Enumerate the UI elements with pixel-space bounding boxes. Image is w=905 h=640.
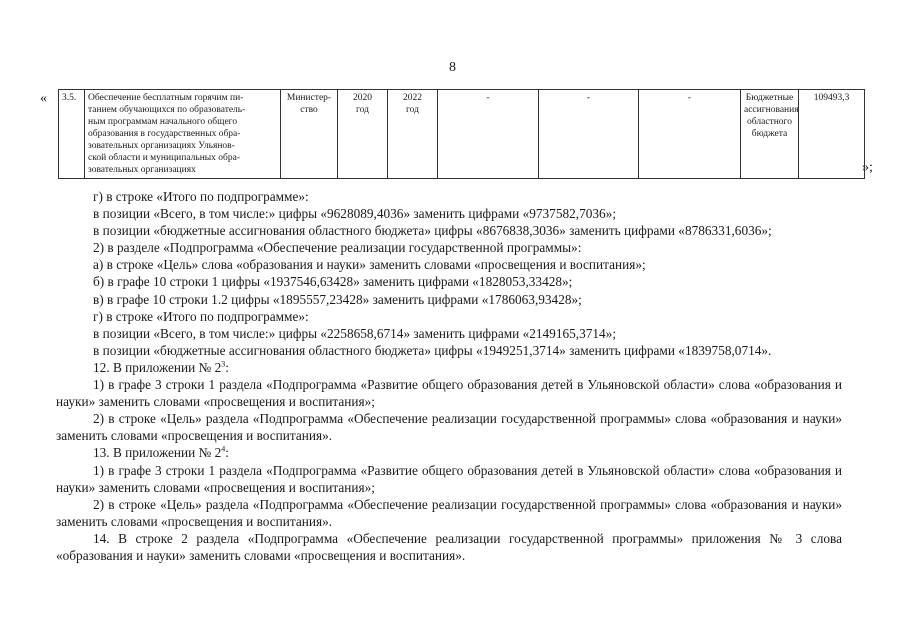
paragraph: 2) в строке «Цель» раздела «Подпрограмма «Обеспечение реализации государственной программы» слова «образования и науки» заменить словами «просвещения и воспитания». (56, 496, 842, 529)
row-number: 3.5. (59, 90, 85, 179)
paragraph-suffix: : (225, 445, 229, 461)
paragraph (56, 444, 842, 461)
paragraph: 14. В строке 2 раздела «Подпрограмма «Обеспечение реализации государственной программы» приложения № 3 слова «образования и науки» заменить словами «просвещения и воспитания». (56, 530, 842, 563)
dash-cell: - (639, 90, 741, 179)
funding-source-line: ассигнования (744, 105, 799, 115)
superscript: 4 (221, 444, 226, 454)
activity-name-line: зовательных организациях (88, 165, 196, 175)
paragraph-text: 12. В приложении № 2 (93, 359, 222, 375)
activity-name-line: зовательных организациях Ульянов- (88, 141, 235, 151)
superscript: 3 (221, 359, 226, 369)
end-year (388, 90, 438, 179)
paragraph: в позиции «Всего, в том числе:» цифры «2258658,6714» заменить цифрами «2149165,3714»; (93, 325, 617, 341)
activity-name-line: Обеспечение бесплатным горячим пи- (88, 93, 244, 103)
paragraph: в позиции «бюджетные ассигнования областного бюджета» цифры «1949251,3714» заменить цифрами «1839758,0714». (93, 342, 772, 358)
activity-name-line: танием обучающихся по образователь- (88, 105, 246, 115)
dash-cell: - (438, 90, 539, 179)
end-year-line: год (406, 105, 419, 115)
quote-open: « (40, 91, 47, 106)
page-number: 8 (449, 60, 456, 75)
paragraph-text: 13. В приложении № 2 (93, 445, 222, 461)
funding-amount: 109493,3 (799, 90, 865, 179)
activity-name-line: ным программам начального общего (88, 117, 238, 127)
funding-source-line: Бюджетные (745, 93, 794, 103)
amendment-table (58, 89, 865, 179)
paragraph: в позиции «бюджетные ассигнования областного бюджета» цифры «8676838,3036» заменить цифрами «8786331,6036»; (93, 223, 772, 239)
paragraph-suffix: : (225, 359, 229, 375)
activity-name-line: ской области и муниципальных обра- (88, 153, 241, 163)
paragraph: в) в графе 10 строки 1.2 цифры «1895557,23428» заменить цифрами «1786063,93428»; (93, 291, 582, 307)
start-year-line: год (356, 105, 369, 115)
table-row (59, 90, 865, 179)
paragraph: а) в строке «Цель» слова «образования и науки» заменить словами «просвещения и воспитания»; (93, 257, 646, 273)
funding-source (741, 90, 799, 179)
quote-close: »; (862, 160, 873, 175)
paragraph: г) в строке «Итого по подпрограмме»: (93, 308, 309, 324)
activity-name (85, 90, 281, 179)
executor-line: ство (300, 105, 318, 115)
activity-name-line: образования в государственных обра- (88, 129, 241, 139)
start-year-line: 2020 (353, 93, 372, 103)
paragraph (56, 359, 842, 376)
end-year-line: 2022 (403, 93, 422, 103)
executor (281, 90, 338, 179)
paragraph: 1) в графе 3 строки 1 раздела «Подпрограмма «Развитие общего образования детей в Ульяновской области» слова «образования и науки» заменить словами «просвещения и воспитания»; (56, 462, 842, 495)
start-year (338, 90, 388, 179)
dash-cell: - (539, 90, 639, 179)
amendment-text (56, 188, 842, 564)
executor-line: Министер- (286, 93, 332, 103)
paragraph: б) в графе 10 строки 1 цифры «1937546,63428» заменить цифрами «1828053,33428»; (93, 274, 573, 290)
paragraph: 2) в строке «Цель» раздела «Подпрограмма «Обеспечение реализации государственной программы» слова «образования и науки» заменить словами «просвещения и воспитания». (56, 411, 842, 444)
paragraph: 1) в графе 3 строки 1 раздела «Подпрограмма «Развитие общего образования детей в Ульяновской области» слова «образования и науки» заменить словами «просвещения и воспитания»; (56, 377, 842, 410)
paragraph: г) в строке «Итого по подпрограмме»: (93, 189, 309, 204)
paragraph: в позиции «Всего, в том числе:» цифры «9628089,4036» заменить цифрами «9737582,7036»; (93, 206, 617, 222)
paragraph: 2) в разделе «Подпрограмма «Обеспечение реализации государственной программы»: (93, 240, 582, 256)
funding-source-line: областного (747, 117, 792, 127)
funding-source-line: бюджета (751, 129, 788, 139)
